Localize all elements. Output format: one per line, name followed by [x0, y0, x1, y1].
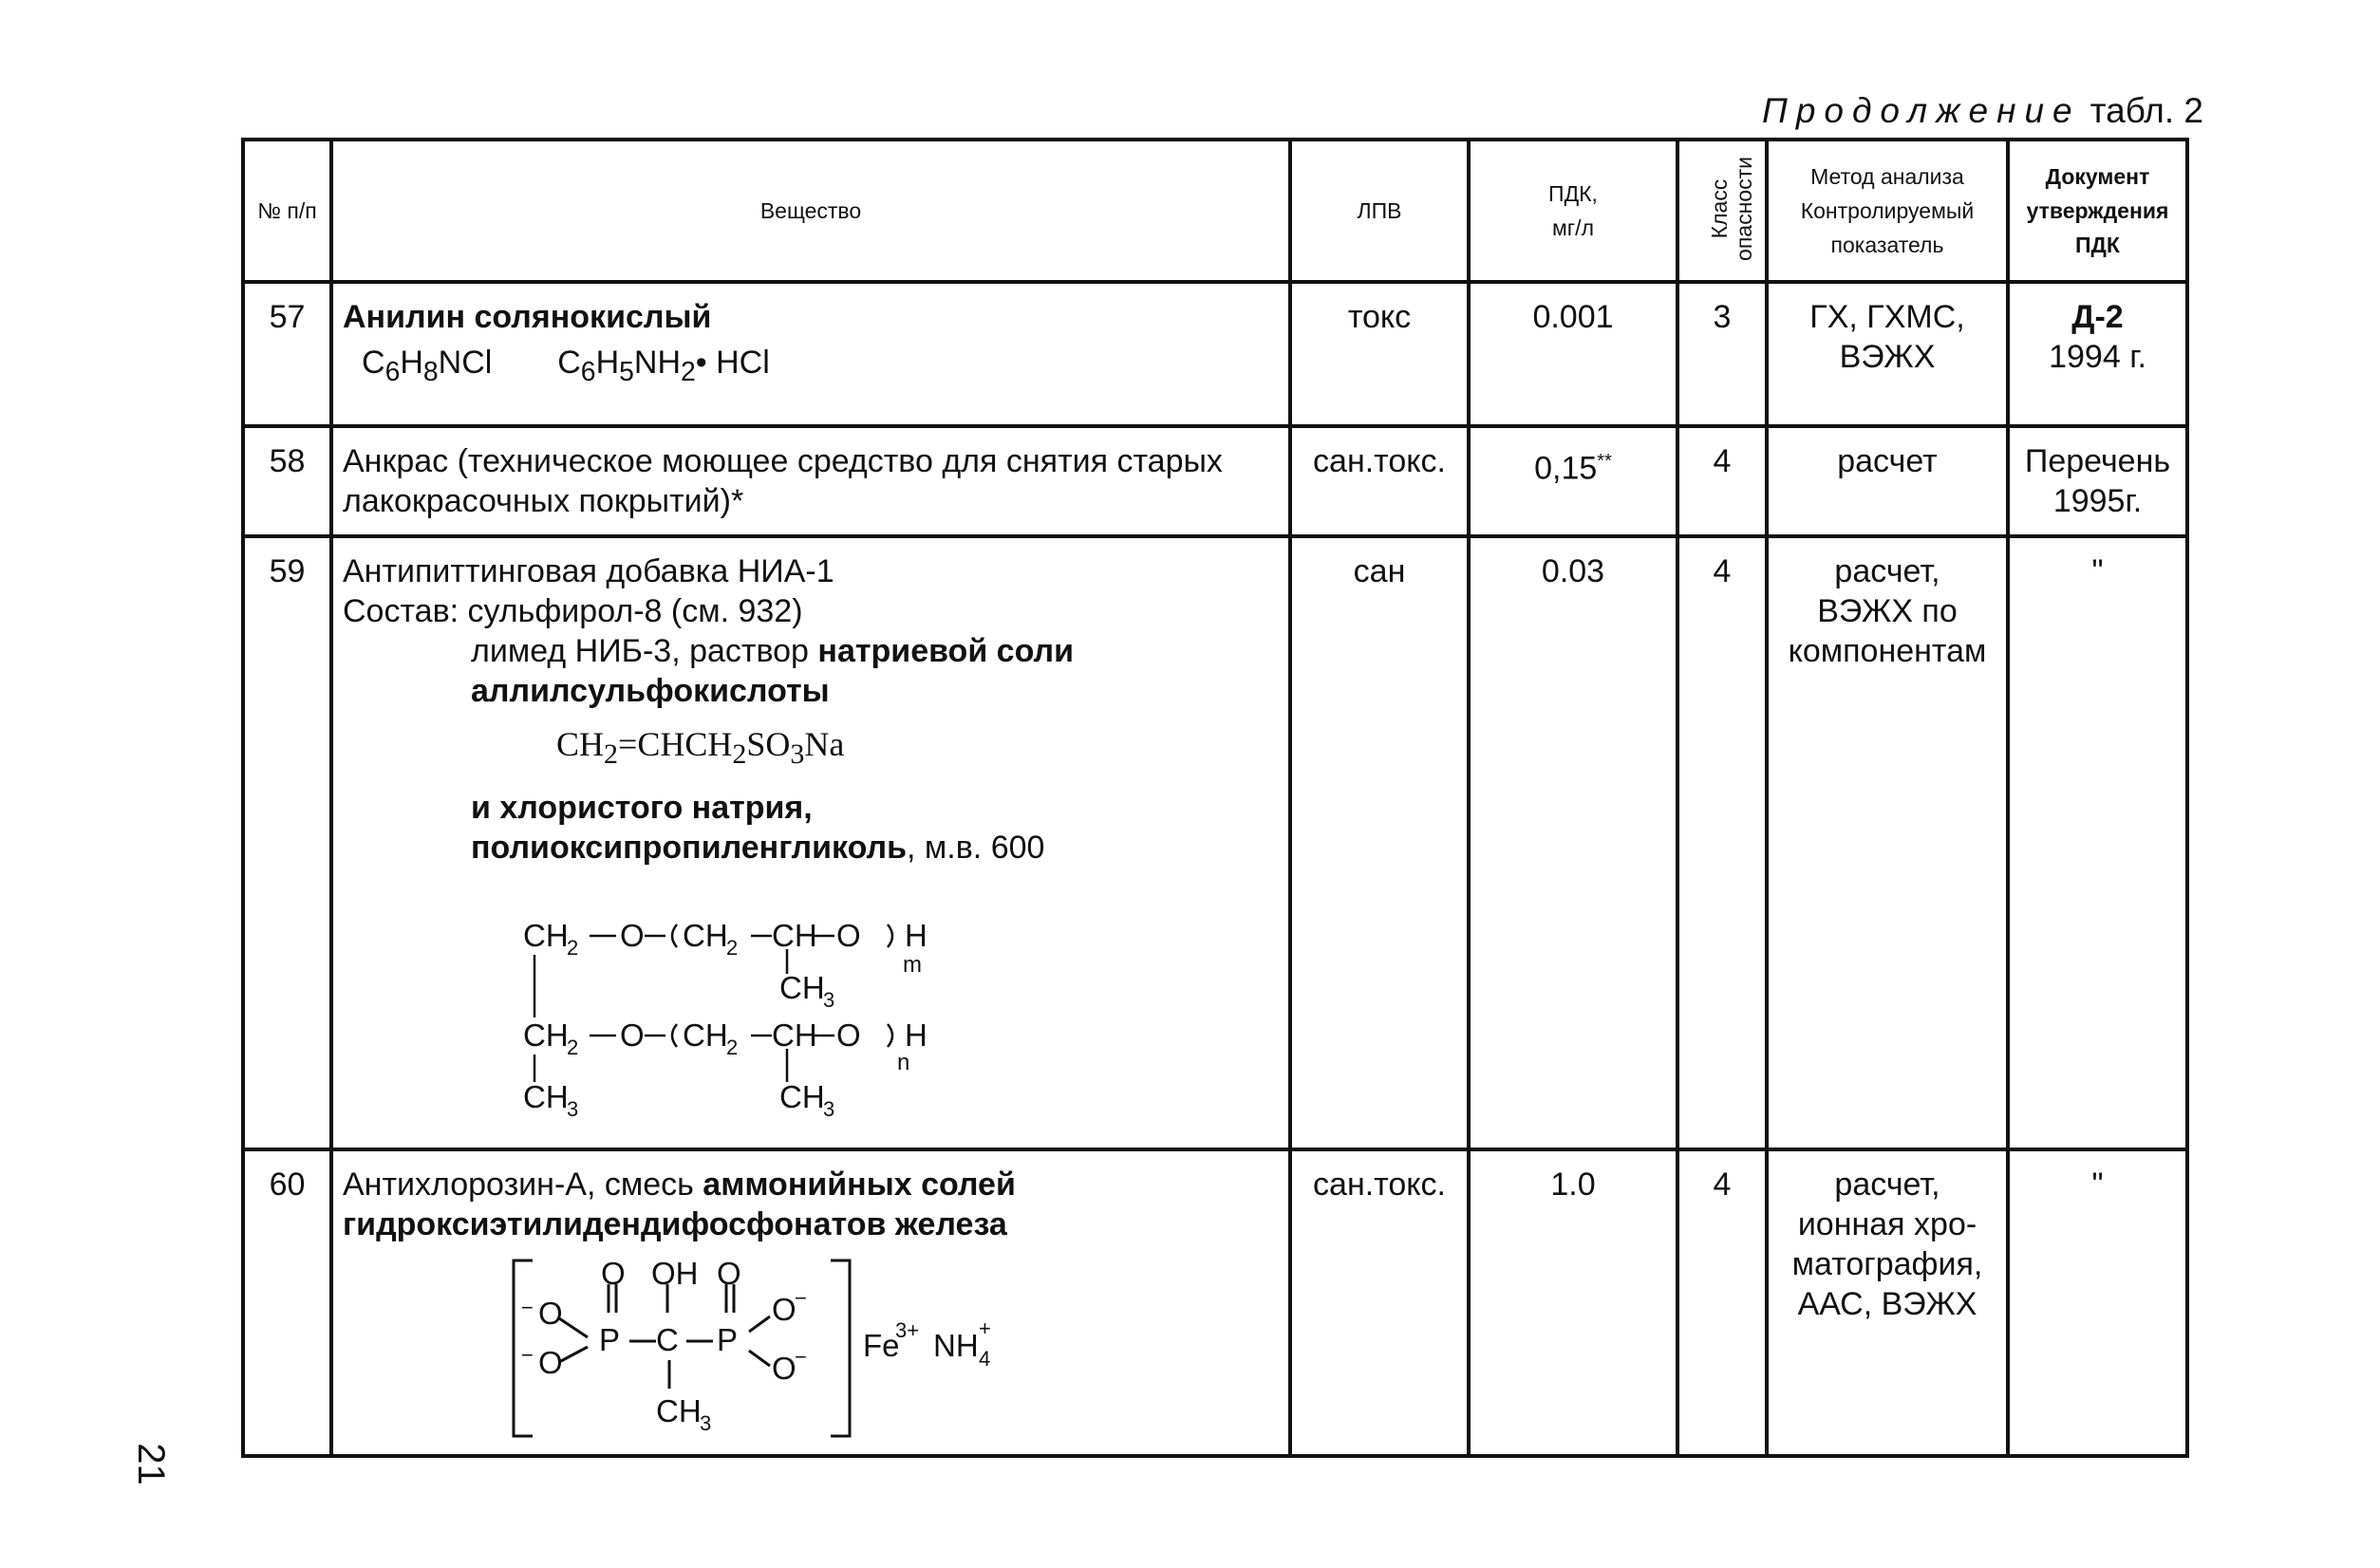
- svg-text:O: O: [601, 1256, 626, 1291]
- substance-name: Анилин солянокислый: [343, 299, 712, 335]
- svg-text:H: H: [905, 918, 928, 953]
- header-method: Метод анализа Контролируемый показатель: [1767, 140, 2008, 282]
- method-value: расчет: [1767, 426, 2008, 536]
- svg-text:O: O: [836, 1017, 861, 1053]
- svg-text:CH: CH: [683, 918, 728, 953]
- svg-text:C: C: [656, 1322, 679, 1357]
- document-value: Перечень 1995г.: [2008, 426, 2187, 536]
- svg-text:O: O: [772, 1292, 796, 1327]
- header-hazard-class: Класс опасности: [1677, 140, 1767, 282]
- svg-text:P: P: [599, 1322, 621, 1357]
- svg-text:2: 2: [726, 936, 739, 960]
- lpv-value: сан: [1290, 536, 1469, 1149]
- svg-text:CH: CH: [523, 1017, 569, 1053]
- hazard-class-value: 4: [1677, 536, 1767, 1149]
- svg-text:H: H: [905, 1017, 928, 1053]
- row-number: 57: [243, 282, 331, 426]
- substance-cell: Антипиттинговая добавка НИА-1 Состав: сульфирол-8 (см. 932) лимед НИБ-3, раствор натриевой соли аллилсульфокислоты $CH_2=CHCH_2SO_3Na$ и хлористого натрия, полиоксипропиленгликоль, м.в. 600 CH 2 O CH 2 CH O H m CH 3 CH 2 O CH 2 CH O H n CH 3 CH 3: [331, 536, 1290, 1149]
- svg-text:m: m: [903, 952, 922, 978]
- svg-text:−: −: [795, 1286, 807, 1310]
- svg-text:3: 3: [700, 1411, 712, 1435]
- svg-text:O: O: [772, 1351, 796, 1386]
- svg-text:2: 2: [567, 1036, 579, 1059]
- lpv-value: токс: [1290, 282, 1469, 426]
- svg-text:O: O: [620, 1017, 645, 1053]
- svg-text:3: 3: [567, 1097, 579, 1121]
- allyl-formula: $CH_2=CHCH_2SO_3Na$: [556, 725, 845, 771]
- svg-text:CH: CH: [772, 1017, 817, 1053]
- substance-cell: Анкрас (техническое моющее средство для снятия старых лакокрасочных покрытий)*: [331, 426, 1290, 536]
- svg-text:O: O: [538, 1296, 563, 1331]
- row-number: 59: [243, 536, 331, 1149]
- svg-text:2: 2: [726, 1036, 739, 1059]
- svg-text:OH: OH: [651, 1256, 699, 1291]
- table-row-60: [243, 1149, 2187, 1456]
- pdk-value: 0.03: [1469, 536, 1677, 1149]
- header-document: Документ утверждения ПДК: [2008, 140, 2187, 282]
- svg-text:CH: CH: [523, 1079, 569, 1114]
- method-value: расчет, ВЭЖХ по компонентам: [1767, 536, 2008, 1149]
- continuation-caption: [1762, 91, 2203, 131]
- document-value: Д-2 1994 г.: [2008, 282, 2187, 426]
- svg-text:CH: CH: [523, 918, 569, 953]
- polyoxypropylene-structure: [523, 913, 928, 1131]
- method-value: ГХ, ГХМС, ВЭЖХ: [1767, 282, 2008, 426]
- lpv-value: сан.токс.: [1290, 426, 1469, 536]
- table-row-57: [243, 282, 2187, 426]
- svg-text:+: +: [979, 1316, 991, 1340]
- svg-text:O: O: [538, 1345, 563, 1380]
- hazard-class-value: 3: [1677, 282, 1767, 426]
- method-value: расчет, ионная хро- матография, ААС, ВЭЖХ: [1767, 1149, 2008, 1456]
- svg-text:−: −: [521, 1296, 534, 1319]
- continuation-word: Продолжение: [1762, 91, 2081, 130]
- svg-text:P: P: [717, 1322, 739, 1357]
- iron-phosphonate-structure: [514, 1256, 1045, 1446]
- svg-text:CH: CH: [656, 1393, 702, 1428]
- header-num: № п/п: [243, 140, 331, 282]
- row-number: 60: [243, 1149, 331, 1456]
- svg-text:−: −: [795, 1345, 807, 1369]
- document-value: ": [2008, 536, 2187, 1149]
- header-pdk: ПДК, мг/л: [1469, 140, 1677, 282]
- svg-text:CH: CH: [779, 1079, 825, 1114]
- header-lpv: ЛПВ: [1290, 140, 1469, 282]
- svg-text:CH: CH: [772, 918, 817, 953]
- svg-text:3: 3: [823, 988, 835, 1012]
- svg-text:3+: 3+: [895, 1318, 920, 1342]
- table-row-58: [243, 426, 2187, 536]
- document-value: ": [2008, 1149, 2187, 1456]
- svg-text:CH: CH: [779, 970, 825, 1005]
- svg-text:O: O: [836, 918, 861, 953]
- hazard-class-value: 4: [1677, 1149, 1767, 1456]
- svg-text:O: O: [717, 1256, 741, 1291]
- svg-text:4: 4: [979, 1347, 991, 1371]
- svg-text:O: O: [620, 918, 645, 953]
- svg-text:3: 3: [823, 1097, 835, 1121]
- svg-text:Fe: Fe: [863, 1328, 900, 1363]
- svg-text:NH: NH: [933, 1328, 979, 1363]
- substance-formula: $C_6H_8NCl$ $C_6H_5NH_2•$ HCl: [362, 345, 770, 387]
- svg-text:CH: CH: [683, 1017, 728, 1053]
- page-number: 21: [129, 1443, 172, 1485]
- pdk-value: 0.001: [1469, 282, 1677, 426]
- svg-text:n: n: [897, 1050, 910, 1075]
- svg-text:−: −: [521, 1343, 534, 1367]
- pdk-value: 0,15**: [1469, 426, 1677, 536]
- table-row-59: [243, 536, 2187, 1149]
- header-substance: Вещество: [331, 140, 1290, 282]
- table-ref: табл. 2: [2090, 91, 2203, 130]
- lpv-value: сан.токс.: [1290, 1149, 1469, 1456]
- pdk-value: 1.0: [1469, 1149, 1677, 1456]
- substances-table: [241, 138, 2189, 1458]
- hazard-class-value: 4: [1677, 426, 1767, 536]
- substance-cell: Антихлорозин-А, смесь аммонийных солей гидроксиэтилидендифосфонатов железа − O − O O P OH C O P O − O − CH 3 Fe 3+ NH 4 +: [331, 1149, 1290, 1456]
- header-row: [243, 140, 2187, 282]
- row-number: 58: [243, 426, 331, 536]
- substance-cell: [331, 282, 1290, 426]
- svg-text:2: 2: [567, 936, 579, 960]
